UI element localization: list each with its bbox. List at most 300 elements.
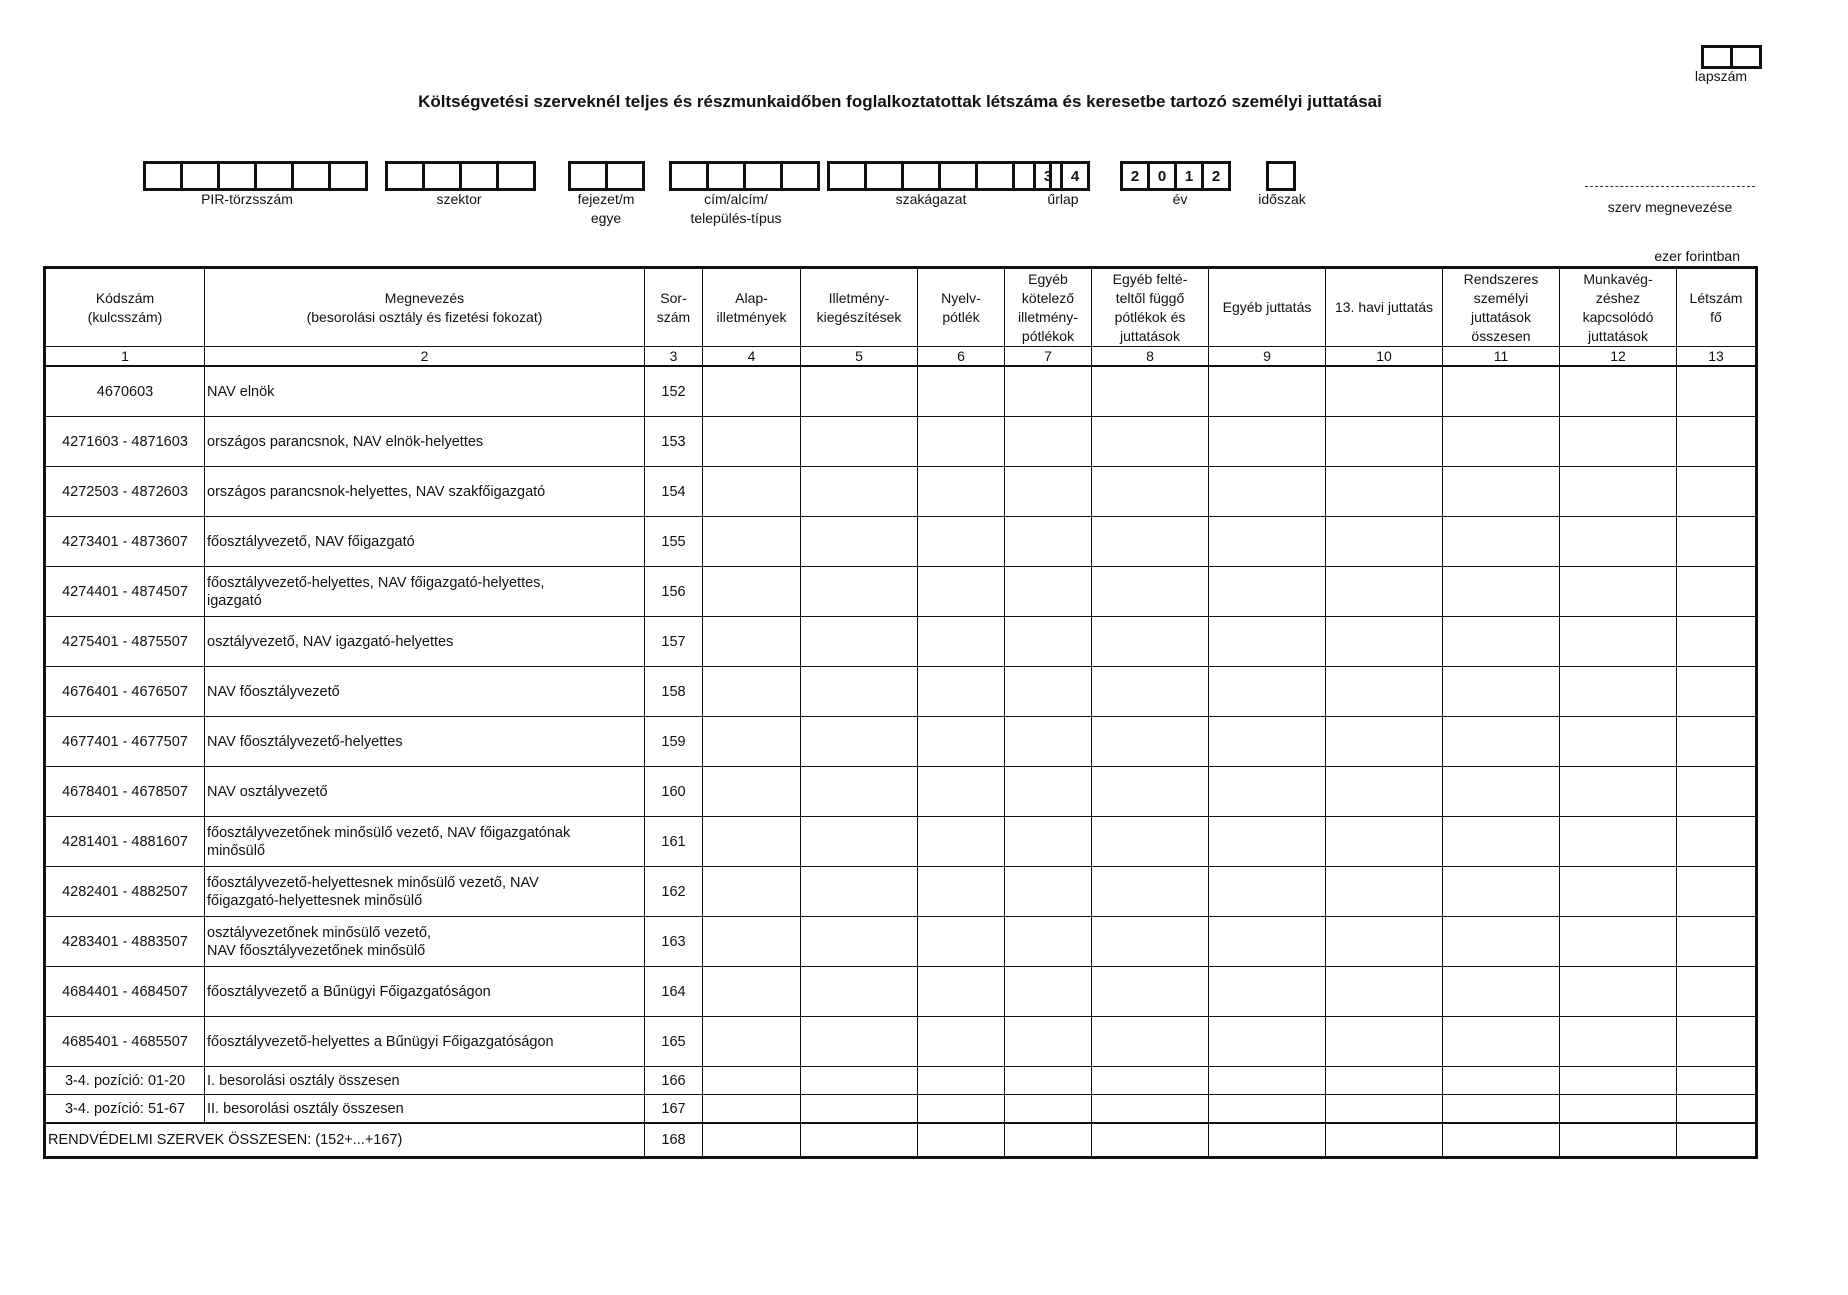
value-cell[interactable] <box>1092 867 1209 917</box>
sector-branch-digit[interactable] <box>827 161 867 191</box>
sector-digit[interactable] <box>422 161 462 191</box>
value-cell[interactable] <box>1209 1017 1326 1067</box>
value-cell[interactable] <box>703 517 801 567</box>
value-cell[interactable] <box>1326 817 1443 867</box>
value-cell[interactable] <box>1092 1123 1209 1158</box>
value-cell[interactable] <box>1209 717 1326 767</box>
value-cell[interactable] <box>1092 817 1209 867</box>
value-cell[interactable] <box>801 967 918 1017</box>
value-cell[interactable] <box>801 917 918 967</box>
value-cell[interactable] <box>1326 1095 1443 1124</box>
table-row <box>45 717 1757 767</box>
value-cell[interactable] <box>703 1067 801 1095</box>
value-cell[interactable] <box>1677 517 1757 567</box>
value-cell[interactable] <box>801 767 918 817</box>
value-cell[interactable] <box>1326 617 1443 667</box>
col-header-line: Megnevezés <box>384 289 465 306</box>
row-code: 3-4. pozíció: 51-67 <box>45 1095 205 1124</box>
value-cell[interactable] <box>1092 517 1209 567</box>
value-cell[interactable] <box>1005 617 1092 667</box>
title-code-digit[interactable] <box>780 161 820 191</box>
col-number: 11 <box>1443 347 1560 367</box>
col-header-line: pótlékok és <box>1114 308 1186 325</box>
chapter-digit[interactable] <box>605 161 645 191</box>
row-name: országos parancsnok, NAV elnök-helyettes <box>205 417 645 467</box>
col-header-line: Alap- <box>735 289 768 306</box>
value-cell[interactable] <box>1209 767 1326 817</box>
row-code: 4281401 - 4881607 <box>45 817 205 867</box>
value-cell[interactable] <box>1560 417 1677 467</box>
col-header-line: szám <box>656 308 691 325</box>
value-cell[interactable] <box>703 967 801 1017</box>
col-header-line: Illetmény- <box>828 289 890 306</box>
form-title: Költségvetési szerveknél teljes és részmunkaidőben foglalkoztatottak létszáma és keresetbe tartozó személyi juttatásai <box>418 92 1382 111</box>
value-cell[interactable] <box>1209 1067 1326 1095</box>
value-cell[interactable] <box>1209 867 1326 917</box>
value-cell[interactable] <box>1560 767 1677 817</box>
value-cell[interactable] <box>703 1095 801 1124</box>
year-code-group <box>1120 161 1231 207</box>
sheet-number-boxes[interactable] <box>1701 45 1762 69</box>
row-number: 158 <box>645 667 703 717</box>
value-cell[interactable] <box>1005 867 1092 917</box>
col-header-line: pótlék <box>942 308 980 325</box>
value-cell[interactable] <box>1677 567 1757 617</box>
value-cell[interactable] <box>1560 517 1677 567</box>
value-cell[interactable] <box>703 617 801 667</box>
value-cell[interactable] <box>1209 1123 1326 1158</box>
value-cell[interactable] <box>801 366 918 417</box>
value-cell[interactable] <box>1560 917 1677 967</box>
value-cell[interactable] <box>918 1067 1005 1095</box>
value-cell[interactable] <box>1092 467 1209 517</box>
value-cell[interactable] <box>1209 967 1326 1017</box>
pir-digit[interactable] <box>217 161 257 191</box>
currency-unit: ezer forintban <box>1654 248 1740 264</box>
value-cell[interactable] <box>801 1067 918 1095</box>
header-row <box>45 268 1757 347</box>
value-cell[interactable] <box>1326 567 1443 617</box>
row-code: 3-4. pozíció: 01-20 <box>45 1067 205 1095</box>
value-cell[interactable] <box>1092 1017 1209 1067</box>
col-header <box>1005 268 1092 347</box>
row-code: 4678401 - 4678507 <box>45 767 205 817</box>
value-cell[interactable] <box>1005 417 1092 467</box>
value-cell[interactable] <box>801 517 918 567</box>
value-cell[interactable] <box>1209 667 1326 717</box>
table-row <box>45 767 1757 817</box>
value-cell[interactable] <box>1443 467 1560 517</box>
value-cell[interactable] <box>703 366 801 417</box>
title-code-label: cím/alcím/ település-típus <box>690 191 782 226</box>
period-digit[interactable] <box>1266 161 1296 191</box>
form-digit[interactable]: 4 <box>1060 161 1090 191</box>
pir-digit[interactable] <box>180 161 220 191</box>
value-cell[interactable] <box>1677 967 1757 1017</box>
table-row <box>45 867 1757 917</box>
value-cell[interactable] <box>801 417 918 467</box>
value-cell[interactable] <box>1326 767 1443 817</box>
chapter-code-group <box>568 161 645 226</box>
subtotal-row <box>45 1095 1757 1124</box>
col-header <box>801 268 918 347</box>
col-number: 8 <box>1092 347 1209 367</box>
value-cell[interactable] <box>801 467 918 517</box>
value-cell[interactable] <box>1677 667 1757 717</box>
value-cell[interactable] <box>1209 517 1326 567</box>
row-code: 4685401 - 4685507 <box>45 1017 205 1067</box>
title-code-group <box>669 161 820 226</box>
row-number: 165 <box>645 1017 703 1067</box>
value-cell[interactable] <box>801 1017 918 1067</box>
value-cell[interactable] <box>1677 1123 1757 1158</box>
col-header <box>205 268 645 347</box>
value-cell[interactable] <box>1560 617 1677 667</box>
row-code: 4271603 - 4871603 <box>45 417 205 467</box>
pir-digit[interactable] <box>291 161 331 191</box>
value-cell[interactable] <box>1677 417 1757 467</box>
value-cell[interactable] <box>1326 867 1443 917</box>
value-cell[interactable] <box>1005 967 1092 1017</box>
value-cell[interactable] <box>801 817 918 867</box>
year-label: év <box>1172 191 1188 207</box>
value-cell[interactable] <box>1092 917 1209 967</box>
col-header-line: (kulcsszám) <box>87 308 163 325</box>
col-header-line: kötelező <box>1021 289 1075 306</box>
value-cell[interactable] <box>918 867 1005 917</box>
table-row <box>45 567 1757 617</box>
value-cell[interactable] <box>1005 917 1092 967</box>
row-name: osztályvezetőnek minősülő vezető, NAV főosztályvezetőnek minősülő <box>205 917 645 967</box>
value-cell[interactable] <box>703 817 801 867</box>
value-cell[interactable] <box>1005 1123 1092 1158</box>
value-cell[interactable] <box>1326 517 1443 567</box>
value-cell[interactable] <box>1443 667 1560 717</box>
value-cell[interactable] <box>703 1123 801 1158</box>
value-cell[interactable] <box>1092 967 1209 1017</box>
col-header-line: Rendszeres <box>1463 270 1539 287</box>
value-cell[interactable] <box>1443 1017 1560 1067</box>
row-name: NAV főosztályvezető <box>205 667 645 717</box>
year-digit[interactable]: 1 <box>1174 161 1204 191</box>
value-cell[interactable] <box>1443 366 1560 417</box>
sector-branch-code-group <box>827 161 1052 207</box>
value-cell[interactable] <box>1209 1095 1326 1124</box>
value-cell[interactable] <box>1560 1017 1677 1067</box>
value-cell[interactable] <box>1005 567 1092 617</box>
row-number: 164 <box>645 967 703 1017</box>
row-code: 4684401 - 4684507 <box>45 967 205 1017</box>
col-header-line: juttatások <box>1588 327 1648 344</box>
sheet-number-label: lapszám <box>1694 68 1748 84</box>
value-cell[interactable] <box>1005 517 1092 567</box>
value-cell[interactable] <box>1560 967 1677 1017</box>
value-cell[interactable] <box>1560 467 1677 517</box>
value-cell[interactable] <box>1677 867 1757 917</box>
grand-total-row <box>45 1123 1757 1158</box>
value-cell[interactable] <box>703 767 801 817</box>
value-cell[interactable] <box>1092 767 1209 817</box>
value-cell[interactable] <box>1092 617 1209 667</box>
value-cell[interactable] <box>1560 366 1677 417</box>
value-cell[interactable] <box>801 717 918 767</box>
value-cell[interactable] <box>1005 767 1092 817</box>
value-cell[interactable] <box>1443 567 1560 617</box>
value-cell[interactable] <box>1326 1067 1443 1095</box>
col-header <box>1443 268 1560 347</box>
value-cell[interactable] <box>1092 1095 1209 1124</box>
value-cell[interactable] <box>1326 1123 1443 1158</box>
value-cell[interactable] <box>1092 366 1209 417</box>
row-number: 159 <box>645 717 703 767</box>
pir-digit[interactable] <box>254 161 294 191</box>
value-cell[interactable] <box>918 467 1005 517</box>
value-cell[interactable] <box>1443 717 1560 767</box>
value-cell[interactable] <box>1443 767 1560 817</box>
value-cell[interactable] <box>1209 567 1326 617</box>
value-cell[interactable] <box>703 667 801 717</box>
value-cell[interactable] <box>1677 1067 1757 1095</box>
value-cell[interactable] <box>1443 1067 1560 1095</box>
value-cell[interactable] <box>918 366 1005 417</box>
sector-branch-digit[interactable] <box>938 161 978 191</box>
value-cell[interactable] <box>918 917 1005 967</box>
value-cell[interactable] <box>1005 717 1092 767</box>
value-cell[interactable] <box>918 1095 1005 1124</box>
row-name: NAV elnök <box>205 366 645 417</box>
table-row <box>45 917 1757 967</box>
value-cell[interactable] <box>1560 667 1677 717</box>
col-number: 1 <box>45 347 205 367</box>
sheet-number-digit[interactable] <box>1730 45 1762 69</box>
value-cell[interactable] <box>801 617 918 667</box>
value-cell[interactable] <box>918 967 1005 1017</box>
title-code-digit[interactable] <box>669 161 709 191</box>
value-cell[interactable] <box>1443 967 1560 1017</box>
row-number: 155 <box>645 517 703 567</box>
value-cell[interactable] <box>1326 366 1443 417</box>
value-cell[interactable] <box>1209 917 1326 967</box>
value-cell[interactable] <box>1677 767 1757 817</box>
row-number: 163 <box>645 917 703 967</box>
data-table <box>43 266 1758 1159</box>
row-name: főosztályvezető-helyettesnek minősülő vezető, NAV főigazgató-helyettesnek minősülő <box>205 867 645 917</box>
period-code-group <box>1258 161 1306 207</box>
value-cell[interactable] <box>918 717 1005 767</box>
value-cell[interactable] <box>918 417 1005 467</box>
value-cell[interactable] <box>1560 867 1677 917</box>
value-cell[interactable] <box>1326 417 1443 467</box>
value-cell[interactable] <box>801 867 918 917</box>
row-number: 168 <box>645 1123 703 1158</box>
value-cell[interactable] <box>1092 1067 1209 1095</box>
value-cell[interactable] <box>1677 917 1757 967</box>
sector-digit[interactable] <box>385 161 425 191</box>
value-cell[interactable] <box>1005 1017 1092 1067</box>
sector-branch-digit[interactable] <box>864 161 904 191</box>
value-cell[interactable] <box>1005 366 1092 417</box>
value-cell[interactable] <box>1443 617 1560 667</box>
value-cell[interactable] <box>1326 1017 1443 1067</box>
value-cell[interactable] <box>1677 1095 1757 1124</box>
sector-digit[interactable] <box>496 161 536 191</box>
value-cell[interactable] <box>703 417 801 467</box>
value-cell[interactable] <box>1677 717 1757 767</box>
org-name-label: szerv megnevezése <box>1607 199 1733 215</box>
table-row <box>45 517 1757 567</box>
col-header-line: kiegészítések <box>816 308 902 325</box>
row-name: főosztályvezető a Bűnügyi Főigazgatóságon <box>205 967 645 1017</box>
value-cell[interactable] <box>1677 467 1757 517</box>
value-cell[interactable] <box>1677 366 1757 417</box>
value-cell[interactable] <box>1092 567 1209 617</box>
row-code: 4670603 <box>45 366 205 417</box>
col-header <box>1326 268 1443 347</box>
row-number: 160 <box>645 767 703 817</box>
col-header <box>1209 268 1326 347</box>
col-number: 6 <box>918 347 1005 367</box>
row-name: NAV főosztályvezető-helyettes <box>205 717 645 767</box>
col-number: 12 <box>1560 347 1677 367</box>
value-cell[interactable] <box>703 717 801 767</box>
value-cell[interactable] <box>1443 417 1560 467</box>
col-header-line: zéshez <box>1595 289 1641 306</box>
value-cell[interactable] <box>1209 617 1326 667</box>
value-cell[interactable] <box>1560 567 1677 617</box>
col-header <box>645 268 703 347</box>
value-cell[interactable] <box>801 1123 918 1158</box>
value-cell[interactable] <box>703 467 801 517</box>
value-cell[interactable] <box>1092 667 1209 717</box>
value-cell[interactable] <box>1326 967 1443 1017</box>
pir-digit[interactable] <box>328 161 368 191</box>
value-cell[interactable] <box>918 1123 1005 1158</box>
value-cell[interactable] <box>1326 917 1443 967</box>
form-code-group <box>1033 161 1090 207</box>
col-number: 13 <box>1677 347 1757 367</box>
col-header-line: személyi <box>1473 289 1529 306</box>
row-name: országos parancsnok-helyettes, NAV szakfőigazgató <box>205 467 645 517</box>
col-header-line: Munkavég- <box>1583 270 1653 287</box>
period-label: időszak <box>1258 191 1306 207</box>
value-cell[interactable] <box>918 667 1005 717</box>
title-code-digit[interactable] <box>743 161 783 191</box>
row-name: főosztályvezető-helyettes a Bűnügyi Főigazgatóságon <box>205 1017 645 1067</box>
table-row <box>45 667 1757 717</box>
year-digit[interactable]: 0 <box>1147 161 1177 191</box>
value-cell[interactable] <box>1005 667 1092 717</box>
value-cell[interactable] <box>1443 517 1560 567</box>
value-cell[interactable] <box>1209 467 1326 517</box>
value-cell[interactable] <box>1677 817 1757 867</box>
sector-digit[interactable] <box>459 161 499 191</box>
sector-branch-digit[interactable] <box>975 161 1015 191</box>
value-cell[interactable] <box>1092 717 1209 767</box>
col-number: 5 <box>801 347 918 367</box>
col-number: 2 <box>205 347 645 367</box>
value-cell[interactable] <box>918 567 1005 617</box>
table-row <box>45 967 1757 1017</box>
value-cell[interactable] <box>1560 817 1677 867</box>
value-cell[interactable] <box>1005 467 1092 517</box>
total-label: RENDVÉDELMI SZERVEK ÖSSZESEN: (152+...+167) <box>45 1123 645 1158</box>
value-cell[interactable] <box>918 817 1005 867</box>
org-name-line[interactable] <box>1585 186 1755 187</box>
value-cell[interactable] <box>1209 366 1326 417</box>
row-number: 157 <box>645 617 703 667</box>
value-cell[interactable] <box>1326 467 1443 517</box>
value-cell[interactable] <box>1092 417 1209 467</box>
col-number: 9 <box>1209 347 1326 367</box>
value-cell[interactable] <box>801 667 918 717</box>
value-cell[interactable] <box>1560 717 1677 767</box>
value-cell[interactable] <box>1209 817 1326 867</box>
value-cell[interactable] <box>1443 817 1560 867</box>
row-name: főosztályvezetőnek minősülő vezető, NAV főigazgatónak minősülő <box>205 817 645 867</box>
row-code: 4676401 - 4676507 <box>45 667 205 717</box>
value-cell[interactable] <box>1560 1095 1677 1124</box>
sector-branch-digit[interactable] <box>901 161 941 191</box>
col-header-line: összesen <box>1471 327 1531 344</box>
value-cell[interactable] <box>1326 667 1443 717</box>
value-cell[interactable] <box>918 517 1005 567</box>
value-cell[interactable] <box>703 867 801 917</box>
col-header <box>1092 268 1209 347</box>
value-cell[interactable] <box>801 1095 918 1124</box>
table-row <box>45 467 1757 517</box>
value-cell[interactable] <box>1005 1095 1092 1124</box>
value-cell[interactable] <box>918 1017 1005 1067</box>
value-cell[interactable] <box>703 1017 801 1067</box>
form-digit[interactable]: 3 <box>1033 161 1063 191</box>
value-cell[interactable] <box>801 567 918 617</box>
table-row <box>45 417 1757 467</box>
chapter-digit[interactable] <box>568 161 608 191</box>
row-number: 152 <box>645 366 703 417</box>
value-cell[interactable] <box>1677 617 1757 667</box>
value-cell[interactable] <box>1443 867 1560 917</box>
value-cell[interactable] <box>1443 1095 1560 1124</box>
row-code: 4282401 - 4882507 <box>45 867 205 917</box>
year-digit[interactable]: 2 <box>1201 161 1231 191</box>
value-cell[interactable] <box>1209 417 1326 467</box>
value-cell[interactable] <box>1443 917 1560 967</box>
col-header-line: 13. havi juttatás <box>1334 299 1434 315</box>
value-cell[interactable] <box>1560 1123 1677 1158</box>
row-code: 4677401 - 4677507 <box>45 717 205 767</box>
col-header-line: illetmény- <box>1018 308 1078 325</box>
year-digit[interactable]: 2 <box>1120 161 1150 191</box>
col-header-line: Egyéb <box>1028 270 1068 287</box>
pir-code-group <box>143 161 368 207</box>
value-cell[interactable] <box>1326 717 1443 767</box>
value-cell[interactable] <box>918 617 1005 667</box>
sector-branch-label: szakágazat <box>895 191 967 207</box>
value-cell[interactable] <box>703 567 801 617</box>
value-cell[interactable] <box>1005 1067 1092 1095</box>
value-cell[interactable] <box>1443 1123 1560 1158</box>
col-number: 7 <box>1005 347 1092 367</box>
value-cell[interactable] <box>1677 1017 1757 1067</box>
row-name: I. besorolási osztály összesen <box>205 1067 645 1095</box>
value-cell[interactable] <box>1005 817 1092 867</box>
pir-digit[interactable] <box>143 161 183 191</box>
value-cell[interactable] <box>1560 1067 1677 1095</box>
value-cell[interactable] <box>703 917 801 967</box>
sheet-number-digit[interactable] <box>1701 45 1733 69</box>
value-cell[interactable] <box>918 767 1005 817</box>
title-code-digit[interactable] <box>706 161 746 191</box>
